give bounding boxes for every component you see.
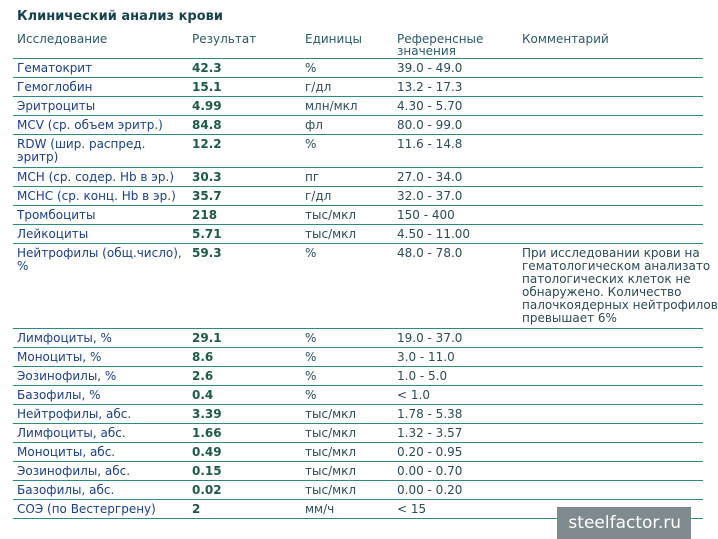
test-reference: 1.0 - 5.0 bbox=[393, 366, 518, 385]
test-result: 8.6 bbox=[188, 347, 301, 366]
test-result: 2.6 bbox=[188, 366, 301, 385]
table-row bbox=[13, 442, 703, 461]
test-result: 5.71 bbox=[188, 224, 301, 243]
test-name: Базофилы, % bbox=[13, 385, 188, 404]
test-result: 59.3 bbox=[188, 243, 301, 328]
test-result: 0.15 bbox=[188, 461, 301, 480]
test-comment bbox=[518, 347, 703, 366]
test-name: Нейтрофилы, абс. bbox=[13, 404, 188, 423]
table-row bbox=[13, 423, 703, 442]
test-reference: 1.32 - 3.57 bbox=[393, 423, 518, 442]
test-name: Нейтрофилы (общ.число), % bbox=[13, 243, 188, 328]
test-unit: тыс/мкл bbox=[301, 423, 393, 442]
test-result: 12.2 bbox=[188, 134, 301, 167]
test-unit: тыс/мкл bbox=[301, 480, 393, 499]
test-unit: тыс/мкл bbox=[301, 404, 393, 423]
test-result: 42.3 bbox=[188, 58, 301, 77]
test-result: 0.02 bbox=[188, 480, 301, 499]
blood-test-table bbox=[13, 29, 718, 519]
test-result: 0.4 bbox=[188, 385, 301, 404]
table-row bbox=[13, 115, 703, 134]
test-comment bbox=[518, 442, 703, 461]
test-comment bbox=[518, 224, 703, 243]
test-unit: % bbox=[301, 328, 393, 347]
test-name: Базофилы, абс. bbox=[13, 480, 188, 499]
test-name: Гемоглобин bbox=[13, 77, 188, 96]
test-name: MCV (ср. объем эритр.) bbox=[13, 115, 188, 134]
test-result: 30.3 bbox=[188, 167, 301, 186]
table-row bbox=[13, 404, 703, 423]
test-unit: г/дл bbox=[301, 77, 393, 96]
test-reference: 1.78 - 5.38 bbox=[393, 404, 518, 423]
watermark: steelfactor.ru bbox=[557, 507, 691, 539]
table-row bbox=[13, 186, 703, 205]
test-name: RDW (шир. распред. эритр) bbox=[13, 134, 188, 167]
table-row bbox=[13, 480, 703, 499]
test-result: 218 bbox=[188, 205, 301, 224]
test-comment bbox=[518, 167, 703, 186]
test-reference: 4.50 - 11.00 bbox=[393, 224, 518, 243]
header-reference: Референсные значения bbox=[393, 29, 518, 58]
test-name: Лейкоциты bbox=[13, 224, 188, 243]
test-reference: 0.00 - 0.20 bbox=[393, 480, 518, 499]
test-name: Эритроциты bbox=[13, 96, 188, 115]
test-reference: 0.20 - 0.95 bbox=[393, 442, 518, 461]
test-name: Моноциты, абс. bbox=[13, 442, 188, 461]
test-unit: тыс/мкл bbox=[301, 461, 393, 480]
test-unit: мм/ч bbox=[301, 499, 393, 518]
test-unit: % bbox=[301, 385, 393, 404]
test-reference: 0.00 - 0.70 bbox=[393, 461, 518, 480]
test-reference: 11.6 - 14.8 bbox=[393, 134, 518, 167]
test-unit: % bbox=[301, 366, 393, 385]
test-comment bbox=[518, 404, 703, 423]
comment-line: палочкоядерных нейтрофилов bbox=[522, 297, 718, 312]
test-unit: фл bbox=[301, 115, 393, 134]
test-name: Лимфоциты, % bbox=[13, 328, 188, 347]
comment-line: превышает 6% bbox=[522, 310, 617, 325]
table-row bbox=[13, 77, 703, 96]
header-comment: Комментарий bbox=[518, 29, 703, 58]
table-row bbox=[13, 205, 703, 224]
test-comment bbox=[518, 423, 703, 442]
table-row bbox=[13, 366, 703, 385]
test-reference: 27.0 - 34.0 bbox=[393, 167, 518, 186]
test-comment bbox=[518, 480, 703, 499]
table-row bbox=[13, 224, 703, 243]
test-result: 35.7 bbox=[188, 186, 301, 205]
table-row bbox=[13, 385, 703, 404]
test-unit: % bbox=[301, 134, 393, 167]
header-result: Результат bbox=[188, 29, 301, 58]
table-row bbox=[13, 58, 703, 77]
header-test: Исследование bbox=[13, 29, 188, 58]
test-comment bbox=[518, 186, 703, 205]
test-result: 3.39 bbox=[188, 404, 301, 423]
test-comment bbox=[518, 134, 703, 167]
test-name: СОЭ (по Вестергрену) bbox=[13, 499, 188, 518]
table-row bbox=[13, 328, 703, 347]
table-row bbox=[13, 134, 703, 167]
test-comment bbox=[518, 205, 703, 224]
page-title: Клинический анализ крови bbox=[17, 9, 223, 24]
test-result: 4.99 bbox=[188, 96, 301, 115]
comment-line: гематологическом анализато bbox=[522, 258, 711, 273]
test-name: Гематокрит bbox=[13, 58, 188, 77]
test-result: 29.1 bbox=[188, 328, 301, 347]
test-reference: 48.0 - 78.0 bbox=[393, 243, 518, 328]
test-unit: тыс/мкл bbox=[301, 224, 393, 243]
comment-line: обнаружено. Количество bbox=[522, 284, 682, 299]
test-reference: 4.30 - 5.70 bbox=[393, 96, 518, 115]
test-name: Эозинофилы, % bbox=[13, 366, 188, 385]
test-comment bbox=[518, 461, 703, 480]
test-result: 1.66 bbox=[188, 423, 301, 442]
test-unit: пг bbox=[301, 167, 393, 186]
test-name: Тромбоциты bbox=[13, 205, 188, 224]
test-name: Эозинофилы, абс. bbox=[13, 461, 188, 480]
test-unit: тыс/мкл bbox=[301, 205, 393, 224]
table-header-row bbox=[13, 29, 703, 58]
test-unit: г/дл bbox=[301, 186, 393, 205]
test-reference: 19.0 - 37.0 bbox=[393, 328, 518, 347]
test-unit: млн/мкл bbox=[301, 96, 393, 115]
test-unit: % bbox=[301, 58, 393, 77]
test-reference: 39.0 - 49.0 bbox=[393, 58, 518, 77]
test-result: 2 bbox=[188, 499, 301, 518]
test-reference: 80.0 - 99.0 bbox=[393, 115, 518, 134]
table-row bbox=[13, 461, 703, 480]
test-unit: % bbox=[301, 347, 393, 366]
comment-line: При исследовании крови на bbox=[522, 245, 700, 260]
test-comment bbox=[518, 96, 703, 115]
test-unit: % bbox=[301, 243, 393, 328]
test-result: 15.1 bbox=[188, 77, 301, 96]
test-name: Лимфоциты, абс. bbox=[13, 423, 188, 442]
comment-line: патологических клеток не bbox=[522, 271, 691, 286]
test-reference: < 15 bbox=[393, 499, 518, 518]
table-row bbox=[13, 167, 703, 186]
test-comment bbox=[518, 366, 703, 385]
test-name: MCHC (ср. конц. Hb в эр.) bbox=[13, 186, 188, 205]
test-comment bbox=[518, 115, 703, 134]
test-reference: 150 - 400 bbox=[393, 205, 518, 224]
test-name: Моноциты, % bbox=[13, 347, 188, 366]
test-name: MCH (ср. содер. Hb в эр.) bbox=[13, 167, 188, 186]
test-comment bbox=[518, 77, 703, 96]
test-comment bbox=[518, 243, 718, 328]
test-result: 84.8 bbox=[188, 115, 301, 134]
test-reference: < 1.0 bbox=[393, 385, 518, 404]
header-units: Единицы bbox=[301, 29, 393, 58]
table-row bbox=[13, 96, 703, 115]
test-comment bbox=[518, 58, 703, 77]
test-unit: тыс/мкл bbox=[301, 442, 393, 461]
test-comment bbox=[518, 385, 703, 404]
table-row bbox=[13, 347, 703, 366]
test-comment bbox=[518, 328, 703, 347]
test-reference: 32.0 - 37.0 bbox=[393, 186, 518, 205]
test-reference: 13.2 - 17.3 bbox=[393, 77, 518, 96]
test-result: 0.49 bbox=[188, 442, 301, 461]
table-row bbox=[13, 243, 703, 328]
test-reference: 3.0 - 11.0 bbox=[393, 347, 518, 366]
